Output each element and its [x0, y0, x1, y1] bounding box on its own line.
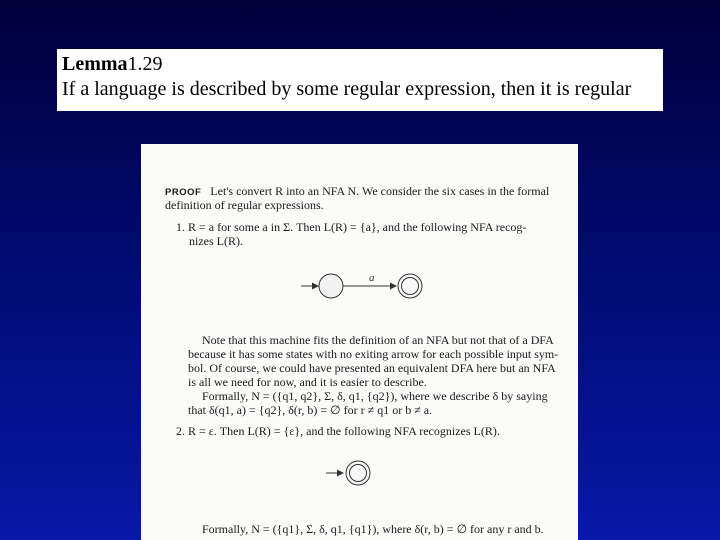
case1-line1: 1. R = a for some a in Σ. Then L(R) = {a}, and the following NFA recog-: [176, 220, 527, 234]
start-state: [319, 274, 343, 298]
lemma-statement: If a language is described by some regular expression, then it is regular: [62, 78, 632, 100]
proof-label: PROOF: [165, 187, 202, 198]
note-line3: bol. Of course, we could have presented an equivalent DFA here but an NFA: [188, 361, 556, 375]
nfa-diagram-single-symbol: [301, 266, 441, 306]
lemma-number: 1.29: [127, 53, 163, 75]
note-line4: is all we need for now, and it is easier to describe.: [188, 375, 427, 389]
lemma-title: [62, 52, 663, 76]
formal2-line1: Formally, N = ({q1}, Σ, δ, q1, {q1}), where δ(r, b) = ∅ for any r and b.: [202, 522, 544, 536]
transition-label: a: [369, 272, 375, 284]
case2-line1: 2. R = ε. Then L(R) = {ε}, and the following NFA recognizes L(R).: [176, 424, 500, 438]
formal1-line2: that δ(q1, a) = {q2}, δ(r, b) = ∅ for r ≠ q1 or b ≠ a.: [188, 403, 433, 417]
note-line1: Note that this machine fits the definition of an NFA but not that of a DFA: [202, 333, 554, 347]
proof-intro-line1: Let's convert R into an NFA N. We consider the six cases in the formal: [210, 184, 550, 198]
note-line2: because it has some states with no exiting arrow for each possible input sym-: [188, 347, 559, 361]
lemma-label: Lemma: [62, 53, 128, 75]
formal1-line1: Formally, N = ({q1, q2}, Σ, δ, q1, {q2}), where we describe δ by saying: [202, 389, 548, 403]
lemma-box: [57, 49, 663, 111]
case1-line2: nizes L(R).: [189, 234, 243, 248]
textbook-page: [141, 144, 578, 540]
proof-intro-line2: definition of regular expressions.: [165, 198, 324, 212]
nfa-diagram-epsilon: [326, 456, 376, 490]
